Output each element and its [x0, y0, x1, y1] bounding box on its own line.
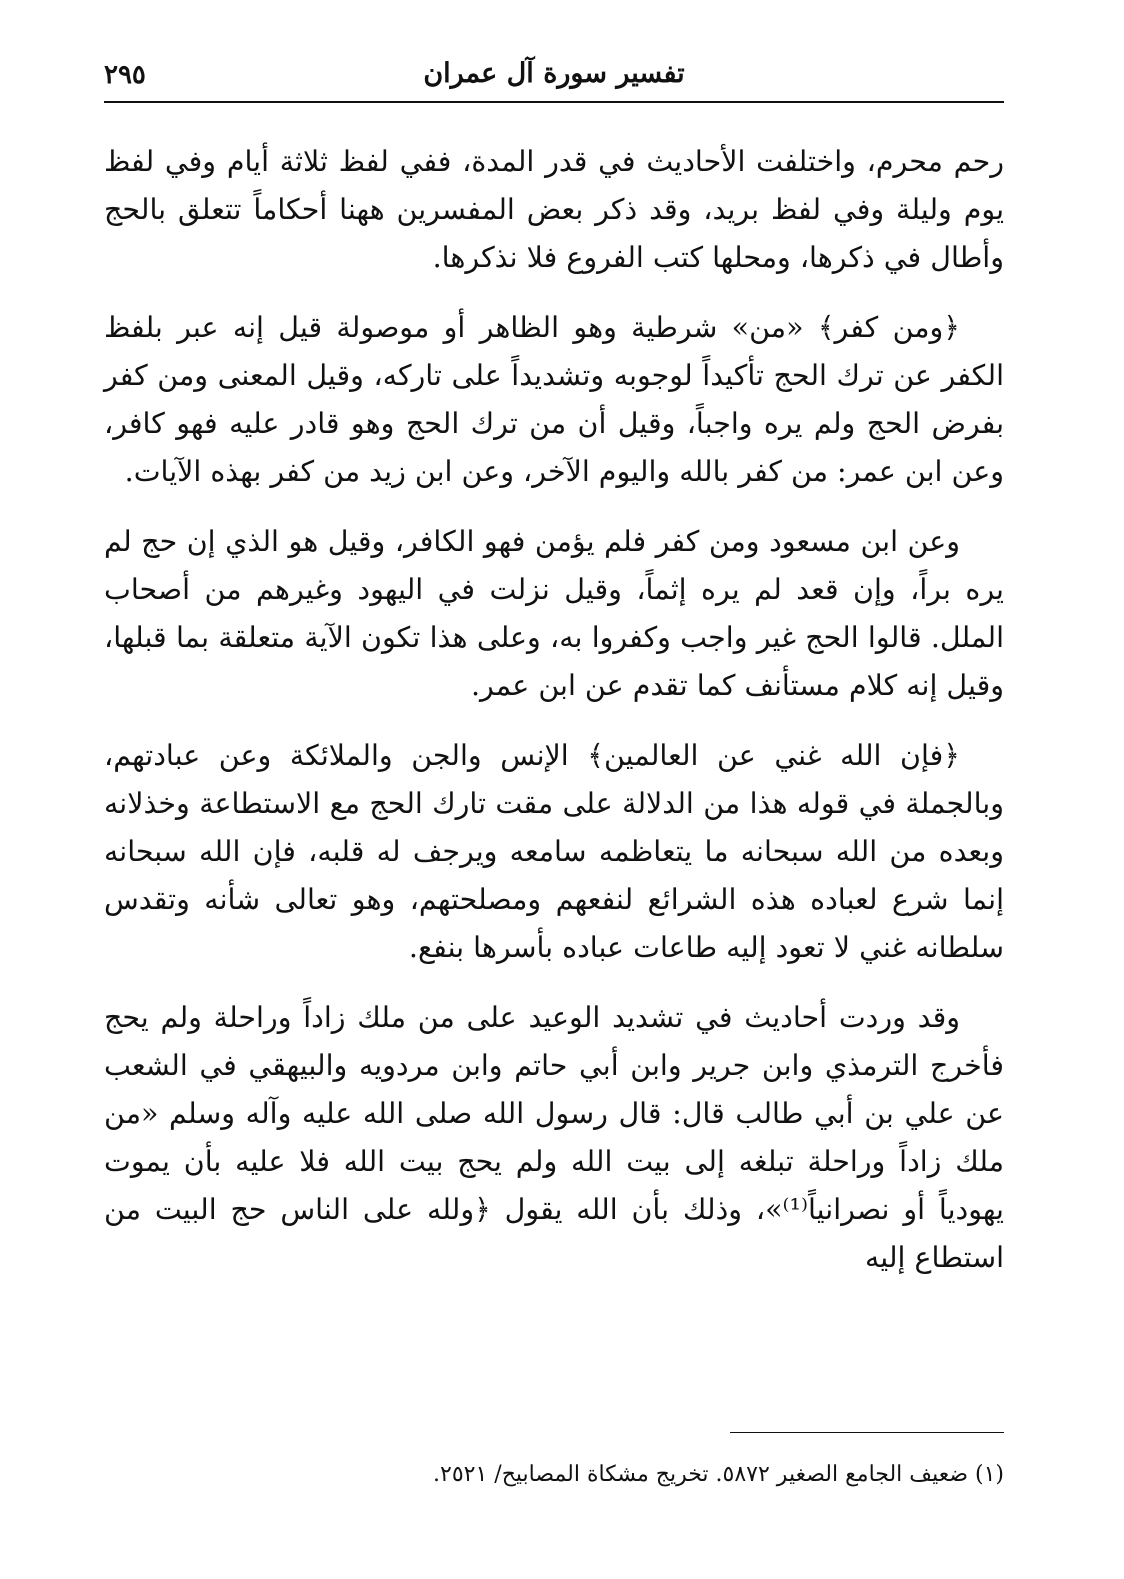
paragraph-2: ﴿ومن كفر﴾ «من» شرطية وهو الظاهر أو موصولة قيل إنه عبر بلفظ الكفر عن ترك الحج تأكيداً لوجوبه وتشديداً على تاركه، وقيل المعنى ومن كفر بفرض الحج ولم يره واجباً، وقيل أن من ترك الحج وهو قادر عليه فهو كافر، وعن ابن عمر: من كفر بالله واليوم الآخر، وعن ابن زيد من كفر بهذه الآيات.	[104, 311, 1004, 488]
paragraph-4: ﴿فإن الله غني عن العالمين﴾ الإنس والجن والملائكة وعن عبادتهم، وبالجملة في قوله هذا من الدلالة على مقت تارك الحج مع الاستطاعة وخذلانه وبعده من الله سبحانه ما يتعاظمه سامعه ويرجف له قلبه، فإن الله سبحانه إنما شرع لعباده هذه الشرائع لنفعهم ومصلحتهم، وهو تعالى شأنه وتقدس سلطانه غني لا تعود إليه طاعات عباده بأسرها بنفع.	[104, 739, 1004, 964]
footnote: (١) ضعيف الجامع الصغير ٥٨٧٢. تخريج مشكاة المصابيح/ ٢٥٢١.	[433, 1462, 1004, 1487]
body-text	[104, 138, 1004, 1282]
paragraph-1: رحم محرم، واختلفت الأحاديث في قدر المدة، ففي لفظ ثلاثة أيام وفي لفظ يوم وليلة وفي لفظ بريد، وقد ذكر بعض المفسرين ههنا أحكاماً تتعلق بالحج وأطال في ذكرها، ومحلها كتب الفروع فلا نذكرها.	[104, 145, 1004, 274]
paragraph-5: وقد وردت أحاديث في تشديد الوعيد على من ملك زاداً وراحلة ولم يحج فأخرج الترمذي وابن جرير وابن أبي حاتم وابن مردويه والبيهقي في الشعب عن علي بن أبي طالب قال: قال رسول الله صلى الله عليه وآله وسلم «من ملك زاداً وراحلة تبلغه إلى بيت الله ولم يحج بيت الله فلا عليه بأن يموت يهودياً أو نصرانياً⁽¹⁾»، وذلك بأن الله يقول ﴿ولله على الناس حج البيت من استطاع إليه	[104, 1001, 1004, 1274]
paragraph-3: وعن ابن مسعود ومن كفر فلم يؤمن فهو الكافر، وقيل هو الذي إن حج لم يره براً، وإن قعد لم يره إثماً، وقيل نزلت في اليهود وغيرهم من أصحاب الملل. قالوا الحج غير واجب وكفروا به، وعلى هذا تكون الآية متعلقة بما قبلها، وقيل إنه كلام مستأنف كما تقدم عن ابن عمر.	[104, 525, 1004, 702]
page-number: ٢٩٥	[104, 60, 146, 90]
running-title: تفسير سورة آل عمران	[423, 58, 685, 89]
page-header	[104, 58, 1004, 98]
footnote-divider	[730, 1432, 1004, 1433]
header-divider	[104, 101, 1004, 103]
